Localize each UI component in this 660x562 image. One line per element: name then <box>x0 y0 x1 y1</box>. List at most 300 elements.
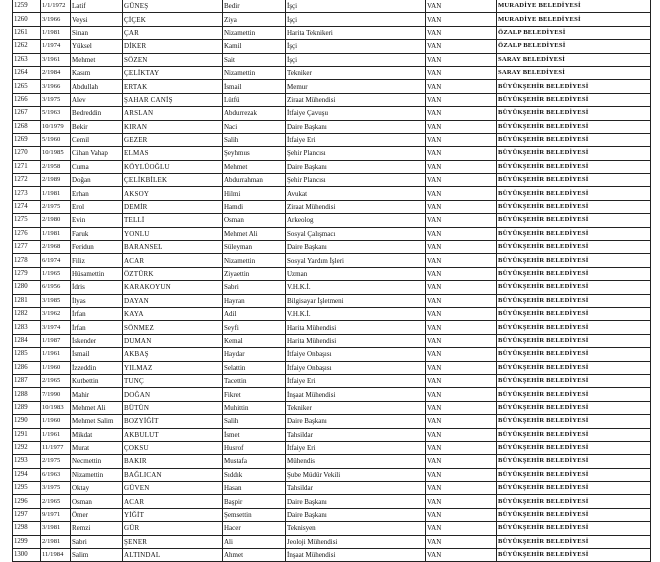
table-row <box>13 160 651 173</box>
province-cell: VAN <box>426 388 497 401</box>
job-title-cell: Tahsildar <box>286 482 426 495</box>
first-name-cell: Filiz <box>71 254 123 267</box>
institution-cell: BÜYÜKŞEHİR BELEDİYESİ <box>497 482 651 495</box>
father-name-cell: Selattin <box>223 361 286 374</box>
birth-date-cell: 10/1983 <box>41 401 71 414</box>
table-row <box>13 174 651 187</box>
birth-date-cell: 3/1966 <box>41 13 71 26</box>
first-name-cell: Feridun <box>71 241 123 254</box>
first-name-cell: Mikdat <box>71 428 123 441</box>
institution-cell: SARAY BELEDİYESİ <box>497 66 651 79</box>
row-number-cell: 1266 <box>13 93 41 106</box>
row-number-cell: 1295 <box>13 482 41 495</box>
surname-cell: ŞENER <box>123 535 223 548</box>
institution-cell: BÜYÜKŞEHİR BELEDİYESİ <box>497 294 651 307</box>
surname-cell: ÖZTÜRK <box>123 267 223 280</box>
father-name-cell: Hayran <box>223 294 286 307</box>
first-name-cell: Cuma <box>71 160 123 173</box>
surname-cell: ACAR <box>123 254 223 267</box>
birth-date-cell: 1/1961 <box>41 428 71 441</box>
row-number-cell: 1282 <box>13 307 41 320</box>
surname-cell: ARSLAN <box>123 107 223 120</box>
table-row <box>13 361 651 374</box>
first-name-cell: İskender <box>71 334 123 347</box>
row-number-cell: 1259 <box>13 0 41 13</box>
institution-cell: ÖZALP BELEDİYESİ <box>497 26 651 39</box>
job-title-cell: İtfaiye Eri <box>286 441 426 454</box>
province-cell: VAN <box>426 428 497 441</box>
birth-date-cell: 10/1985 <box>41 147 71 160</box>
row-number-cell: 1279 <box>13 267 41 280</box>
table-row <box>13 107 651 120</box>
job-title-cell: Mühendis <box>286 455 426 468</box>
birth-date-cell: 1/1981 <box>41 187 71 200</box>
birth-date-cell: 3/1985 <box>41 294 71 307</box>
table-row <box>13 133 651 146</box>
job-title-cell: Daire Başkanı <box>286 241 426 254</box>
table-row <box>13 93 651 106</box>
institution-cell: BÜYÜKŞEHİR BELEDİYESİ <box>497 133 651 146</box>
job-title-cell: İtfaiye Eri <box>286 133 426 146</box>
birth-date-cell: 6/1956 <box>41 281 71 294</box>
first-name-cell: Mahir <box>71 388 123 401</box>
province-cell: VAN <box>426 321 497 334</box>
row-number-cell: 1263 <box>13 53 41 66</box>
province-cell: VAN <box>426 307 497 320</box>
table-row <box>13 241 651 254</box>
first-name-cell: Alev <box>71 93 123 106</box>
surname-cell: ŞAHAR CANİŞ <box>123 93 223 106</box>
province-cell: VAN <box>426 13 497 26</box>
row-number-cell: 1280 <box>13 281 41 294</box>
document-page <box>12 0 650 562</box>
job-title-cell: Daire Başkanı <box>286 415 426 428</box>
birth-date-cell: 1/1965 <box>41 267 71 280</box>
job-title-cell: Avukat <box>286 187 426 200</box>
surname-cell: ÇAR <box>123 26 223 39</box>
birth-date-cell: 5/1963 <box>41 107 71 120</box>
province-cell: VAN <box>426 482 497 495</box>
surname-cell: ELMAS <box>123 147 223 160</box>
surname-cell: ALTINDAL <box>123 549 223 562</box>
first-name-cell: Kutbettin <box>71 374 123 387</box>
father-name-cell: Ziyaettin <box>223 267 286 280</box>
province-cell: VAN <box>426 522 497 535</box>
first-name-cell: Mehmet Ali <box>71 401 123 414</box>
province-cell: VAN <box>426 160 497 173</box>
first-name-cell: Veysi <box>71 13 123 26</box>
table-row <box>13 495 651 508</box>
surname-cell: BARANSEL <box>123 241 223 254</box>
father-name-cell: Nizamettin <box>223 26 286 39</box>
job-title-cell: V.H.K.İ. <box>286 307 426 320</box>
first-name-cell: Erhan <box>71 187 123 200</box>
province-cell: VAN <box>426 107 497 120</box>
job-title-cell: Uzman <box>286 267 426 280</box>
surname-cell: BAĞLICAN <box>123 468 223 481</box>
row-number-cell: 1264 <box>13 66 41 79</box>
province-cell: VAN <box>426 549 497 562</box>
province-cell: VAN <box>426 455 497 468</box>
first-name-cell: Kasım <box>71 66 123 79</box>
province-cell: VAN <box>426 133 497 146</box>
birth-date-cell: 2/1975 <box>41 200 71 213</box>
father-name-cell: Fikret <box>223 388 286 401</box>
birth-date-cell: 6/1963 <box>41 468 71 481</box>
surname-cell: DİKER <box>123 40 223 53</box>
row-number-cell: 1278 <box>13 254 41 267</box>
birth-date-cell: 3/1981 <box>41 522 71 535</box>
surname-cell: ACAR <box>123 495 223 508</box>
father-name-cell: Ali <box>223 535 286 548</box>
institution-cell: BÜYÜKŞEHİR BELEDİYESİ <box>497 508 651 521</box>
father-name-cell: Sıddık <box>223 468 286 481</box>
province-cell: VAN <box>426 468 497 481</box>
table-body <box>13 0 651 562</box>
institution-cell: BÜYÜKŞEHİR BELEDİYESİ <box>497 495 651 508</box>
institution-cell: BÜYÜKŞEHİR BELEDİYESİ <box>497 147 651 160</box>
province-cell: VAN <box>426 294 497 307</box>
father-name-cell: Hasan <box>223 482 286 495</box>
province-cell: VAN <box>426 0 497 13</box>
row-number-cell: 1274 <box>13 200 41 213</box>
job-title-cell: Şehir Plancısı <box>286 174 426 187</box>
birth-date-cell: 3/1966 <box>41 80 71 93</box>
father-name-cell: Salih <box>223 415 286 428</box>
father-name-cell: Kamil <box>223 40 286 53</box>
table-row <box>13 482 651 495</box>
province-cell: VAN <box>426 187 497 200</box>
father-name-cell: Naci <box>223 120 286 133</box>
row-number-cell: 1288 <box>13 388 41 401</box>
father-name-cell: Ahmet <box>223 549 286 562</box>
first-name-cell: İsmail <box>71 348 123 361</box>
institution-cell: BÜYÜKŞEHİR BELEDİYESİ <box>497 549 651 562</box>
row-number-cell: 1297 <box>13 508 41 521</box>
table-row <box>13 0 651 13</box>
table-row <box>13 374 651 387</box>
table-row <box>13 321 651 334</box>
job-title-cell: Arkeolog <box>286 214 426 227</box>
surname-cell: KAYA <box>123 307 223 320</box>
first-name-cell: Sinan <box>71 26 123 39</box>
row-number-cell: 1296 <box>13 495 41 508</box>
father-name-cell: Şemsettin <box>223 508 286 521</box>
row-number-cell: 1277 <box>13 241 41 254</box>
surname-cell: ÇELİKTAY <box>123 66 223 79</box>
first-name-cell: Mehmet <box>71 53 123 66</box>
province-cell: VAN <box>426 93 497 106</box>
province-cell: VAN <box>426 80 497 93</box>
father-name-cell: Hacer <box>223 522 286 535</box>
institution-cell: BÜYÜKŞEHİR BELEDİYESİ <box>497 361 651 374</box>
institution-cell: ÖZALP BELEDİYESİ <box>497 40 651 53</box>
surname-cell: GEZER <box>123 133 223 146</box>
table-row <box>13 267 651 280</box>
job-title-cell: Sosyal Çalışmacı <box>286 227 426 240</box>
job-title-cell: Ziraat Mühendisi <box>286 93 426 106</box>
father-name-cell: Hamdi <box>223 200 286 213</box>
job-title-cell: Sosyal Yardım İşleri <box>286 254 426 267</box>
institution-cell: BÜYÜKŞEHİR BELEDİYESİ <box>497 374 651 387</box>
birth-date-cell: 2/1958 <box>41 160 71 173</box>
row-number-cell: 1261 <box>13 26 41 39</box>
surname-cell: YİĞİT <box>123 508 223 521</box>
birth-date-cell: 2/1968 <box>41 241 71 254</box>
table-row <box>13 281 651 294</box>
job-title-cell: Daire Başkanı <box>286 508 426 521</box>
job-title-cell: Tahsildar <box>286 428 426 441</box>
birth-date-cell: 1/1961 <box>41 348 71 361</box>
father-name-cell: Mustafa <box>223 455 286 468</box>
surname-cell: AKSOY <box>123 187 223 200</box>
table-row <box>13 120 651 133</box>
province-cell: VAN <box>426 281 497 294</box>
job-title-cell: Daire Başkanı <box>286 160 426 173</box>
first-name-cell: Oktay <box>71 482 123 495</box>
institution-cell: BÜYÜKŞEHİR BELEDİYESİ <box>497 428 651 441</box>
first-name-cell: Faruk <box>71 227 123 240</box>
first-name-cell: Bekir <box>71 120 123 133</box>
institution-cell: BÜYÜKŞEHİR BELEDİYESİ <box>497 80 651 93</box>
birth-date-cell: 2/1981 <box>41 535 71 548</box>
surname-cell: AKBAŞ <box>123 348 223 361</box>
row-number-cell: 1298 <box>13 522 41 535</box>
first-name-cell: Murat <box>71 441 123 454</box>
province-cell: VAN <box>426 200 497 213</box>
table-row <box>13 468 651 481</box>
job-title-cell: İtfaiye Onbaşısı <box>286 348 426 361</box>
birth-date-cell: 3/1962 <box>41 307 71 320</box>
institution-cell: BÜYÜKŞEHİR BELEDİYESİ <box>497 455 651 468</box>
institution-cell: BÜYÜKŞEHİR BELEDİYESİ <box>497 214 651 227</box>
institution-cell: BÜYÜKŞEHİR BELEDİYESİ <box>497 241 651 254</box>
surname-cell: ERTAK <box>123 80 223 93</box>
father-name-cell: Mehmet Ali <box>223 227 286 240</box>
father-name-cell: Başpir <box>223 495 286 508</box>
birth-date-cell: 2/1975 <box>41 455 71 468</box>
row-number-cell: 1290 <box>13 415 41 428</box>
father-name-cell: Süleyman <box>223 241 286 254</box>
father-name-cell: Sait <box>223 53 286 66</box>
father-name-cell: İsmet <box>223 428 286 441</box>
province-cell: VAN <box>426 374 497 387</box>
province-cell: VAN <box>426 361 497 374</box>
institution-cell: MURADİYE BELEDİYESİ <box>497 13 651 26</box>
institution-cell: BÜYÜKŞEHİR BELEDİYESİ <box>497 415 651 428</box>
province-cell: VAN <box>426 66 497 79</box>
row-number-cell: 1286 <box>13 361 41 374</box>
table-row <box>13 549 651 562</box>
first-name-cell: Evin <box>71 214 123 227</box>
father-name-cell: Muhittin <box>223 401 286 414</box>
job-title-cell: İşçi <box>286 13 426 26</box>
job-title-cell: İnşaat Mühendisi <box>286 388 426 401</box>
province-cell: VAN <box>426 401 497 414</box>
institution-cell: BÜYÜKŞEHİR BELEDİYESİ <box>497 348 651 361</box>
row-number-cell: 1276 <box>13 227 41 240</box>
table-row <box>13 401 651 414</box>
surname-cell: KIRAN <box>123 120 223 133</box>
institution-cell: BÜYÜKŞEHİR BELEDİYESİ <box>497 388 651 401</box>
birth-date-cell: 3/1975 <box>41 93 71 106</box>
table-row <box>13 294 651 307</box>
row-number-cell: 1273 <box>13 187 41 200</box>
job-title-cell: İtfaiye Çavuşu <box>286 107 426 120</box>
row-number-cell: 1299 <box>13 535 41 548</box>
father-name-cell: Osman <box>223 214 286 227</box>
father-name-cell: Nizamettin <box>223 66 286 79</box>
row-number-cell: 1283 <box>13 321 41 334</box>
row-number-cell: 1289 <box>13 401 41 414</box>
institution-cell: MURADİYE BELEDİYESİ <box>497 0 651 13</box>
table-row <box>13 13 651 26</box>
surname-cell: DUMAN <box>123 334 223 347</box>
first-name-cell: İzzeddin <box>71 361 123 374</box>
province-cell: VAN <box>426 147 497 160</box>
birth-date-cell: 11/1984 <box>41 549 71 562</box>
surname-cell: YILMAZ <box>123 361 223 374</box>
surname-cell: SÖZEN <box>123 53 223 66</box>
table-row <box>13 334 651 347</box>
table-row <box>13 227 651 240</box>
table-row <box>13 348 651 361</box>
birth-date-cell: 2/1965 <box>41 495 71 508</box>
row-number-cell: 1287 <box>13 374 41 387</box>
birth-date-cell: 5/1960 <box>41 133 71 146</box>
institution-cell: BÜYÜKŞEHİR BELEDİYESİ <box>497 254 651 267</box>
row-number-cell: 1275 <box>13 214 41 227</box>
province-cell: VAN <box>426 174 497 187</box>
institution-cell: SARAY BELEDİYESİ <box>497 53 651 66</box>
father-name-cell: İsmail <box>223 80 286 93</box>
surname-cell: GÜVEN <box>123 482 223 495</box>
birth-date-cell: 10/1979 <box>41 120 71 133</box>
birth-date-cell: 1/1974 <box>41 40 71 53</box>
first-name-cell: Erol <box>71 200 123 213</box>
father-name-cell: Haydar <box>223 348 286 361</box>
father-name-cell: Abdurrahman <box>223 174 286 187</box>
first-name-cell: Nizamettin <box>71 468 123 481</box>
table-row <box>13 428 651 441</box>
first-name-cell: Bedreddin <box>71 107 123 120</box>
institution-cell: BÜYÜKŞEHİR BELEDİYESİ <box>497 535 651 548</box>
row-number-cell: 1271 <box>13 160 41 173</box>
first-name-cell: Ömer <box>71 508 123 521</box>
table-row <box>13 214 651 227</box>
first-name-cell: Remzi <box>71 522 123 535</box>
province-cell: VAN <box>426 241 497 254</box>
job-title-cell: Daire Başkanı <box>286 495 426 508</box>
personnel-table <box>12 0 651 562</box>
first-name-cell: Sabri <box>71 535 123 548</box>
row-number-cell: 1267 <box>13 107 41 120</box>
province-cell: VAN <box>426 508 497 521</box>
province-cell: VAN <box>426 348 497 361</box>
province-cell: VAN <box>426 535 497 548</box>
first-name-cell: Cemil <box>71 133 123 146</box>
surname-cell: DOĞAN <box>123 388 223 401</box>
row-number-cell: 1265 <box>13 80 41 93</box>
birth-date-cell: 6/1974 <box>41 254 71 267</box>
institution-cell: BÜYÜKŞEHİR BELEDİYESİ <box>497 468 651 481</box>
surname-cell: YONLU <box>123 227 223 240</box>
institution-cell: BÜYÜKŞEHİR BELEDİYESİ <box>497 120 651 133</box>
table-row <box>13 40 651 53</box>
province-cell: VAN <box>426 227 497 240</box>
row-number-cell: 1300 <box>13 549 41 562</box>
row-number-cell: 1262 <box>13 40 41 53</box>
birth-date-cell: 3/1974 <box>41 321 71 334</box>
first-name-cell: Osman <box>71 495 123 508</box>
province-cell: VAN <box>426 495 497 508</box>
birth-date-cell: 1/1/1972 <box>41 0 71 13</box>
job-title-cell: Şube Müdür Vekili <box>286 468 426 481</box>
father-name-cell: Nizamettin <box>223 254 286 267</box>
province-cell: VAN <box>426 214 497 227</box>
table-row <box>13 254 651 267</box>
job-title-cell: Şehir Plancısı <box>286 147 426 160</box>
first-name-cell: İdris <box>71 281 123 294</box>
birth-date-cell: 2/1965 <box>41 374 71 387</box>
province-cell: VAN <box>426 334 497 347</box>
row-number-cell: 1284 <box>13 334 41 347</box>
father-name-cell: Salih <box>223 133 286 146</box>
row-number-cell: 1293 <box>13 455 41 468</box>
job-title-cell: Daire Başkanı <box>286 120 426 133</box>
table-row <box>13 66 651 79</box>
institution-cell: BÜYÜKŞEHİR BELEDİYESİ <box>497 187 651 200</box>
job-title-cell: Bilgisayar İşletmeni <box>286 294 426 307</box>
table-row <box>13 187 651 200</box>
first-name-cell: Mehmet Salim <box>71 415 123 428</box>
birth-date-cell: 1/1987 <box>41 334 71 347</box>
job-title-cell: İşçi <box>286 53 426 66</box>
surname-cell: GÜR <box>123 522 223 535</box>
institution-cell: BÜYÜKŞEHİR BELEDİYESİ <box>497 401 651 414</box>
job-title-cell: Tekniker <box>286 401 426 414</box>
first-name-cell: Necmettin <box>71 455 123 468</box>
job-title-cell: Harita Mühendisi <box>286 334 426 347</box>
surname-cell: AKBULUT <box>123 428 223 441</box>
first-name-cell: İrfan <box>71 307 123 320</box>
father-name-cell: Husrof <box>223 441 286 454</box>
job-title-cell: İşçi <box>286 0 426 13</box>
job-title-cell: İtfaiye Eri <box>286 374 426 387</box>
province-cell: VAN <box>426 120 497 133</box>
institution-cell: BÜYÜKŞEHİR BELEDİYESİ <box>497 334 651 347</box>
institution-cell: BÜYÜKŞEHİR BELEDİYESİ <box>497 522 651 535</box>
birth-date-cell: 1/1960 <box>41 415 71 428</box>
job-title-cell: Jeoloji Mühendisi <box>286 535 426 548</box>
surname-cell: KÖYLÜOĞLU <box>123 160 223 173</box>
first-name-cell: Yüksel <box>71 40 123 53</box>
row-number-cell: 1260 <box>13 13 41 26</box>
province-cell: VAN <box>426 415 497 428</box>
province-cell: VAN <box>426 53 497 66</box>
table-row <box>13 53 651 66</box>
surname-cell: BAKIR <box>123 455 223 468</box>
job-title-cell: İnşaat Mühendisi <box>286 549 426 562</box>
father-name-cell: Kemal <box>223 334 286 347</box>
birth-date-cell: 7/1990 <box>41 388 71 401</box>
surname-cell: ÇOKSU <box>123 441 223 454</box>
father-name-cell: Şeyhmus <box>223 147 286 160</box>
institution-cell: BÜYÜKŞEHİR BELEDİYESİ <box>497 281 651 294</box>
row-number-cell: 1294 <box>13 468 41 481</box>
father-name-cell: Abdurrezak <box>223 107 286 120</box>
province-cell: VAN <box>426 441 497 454</box>
